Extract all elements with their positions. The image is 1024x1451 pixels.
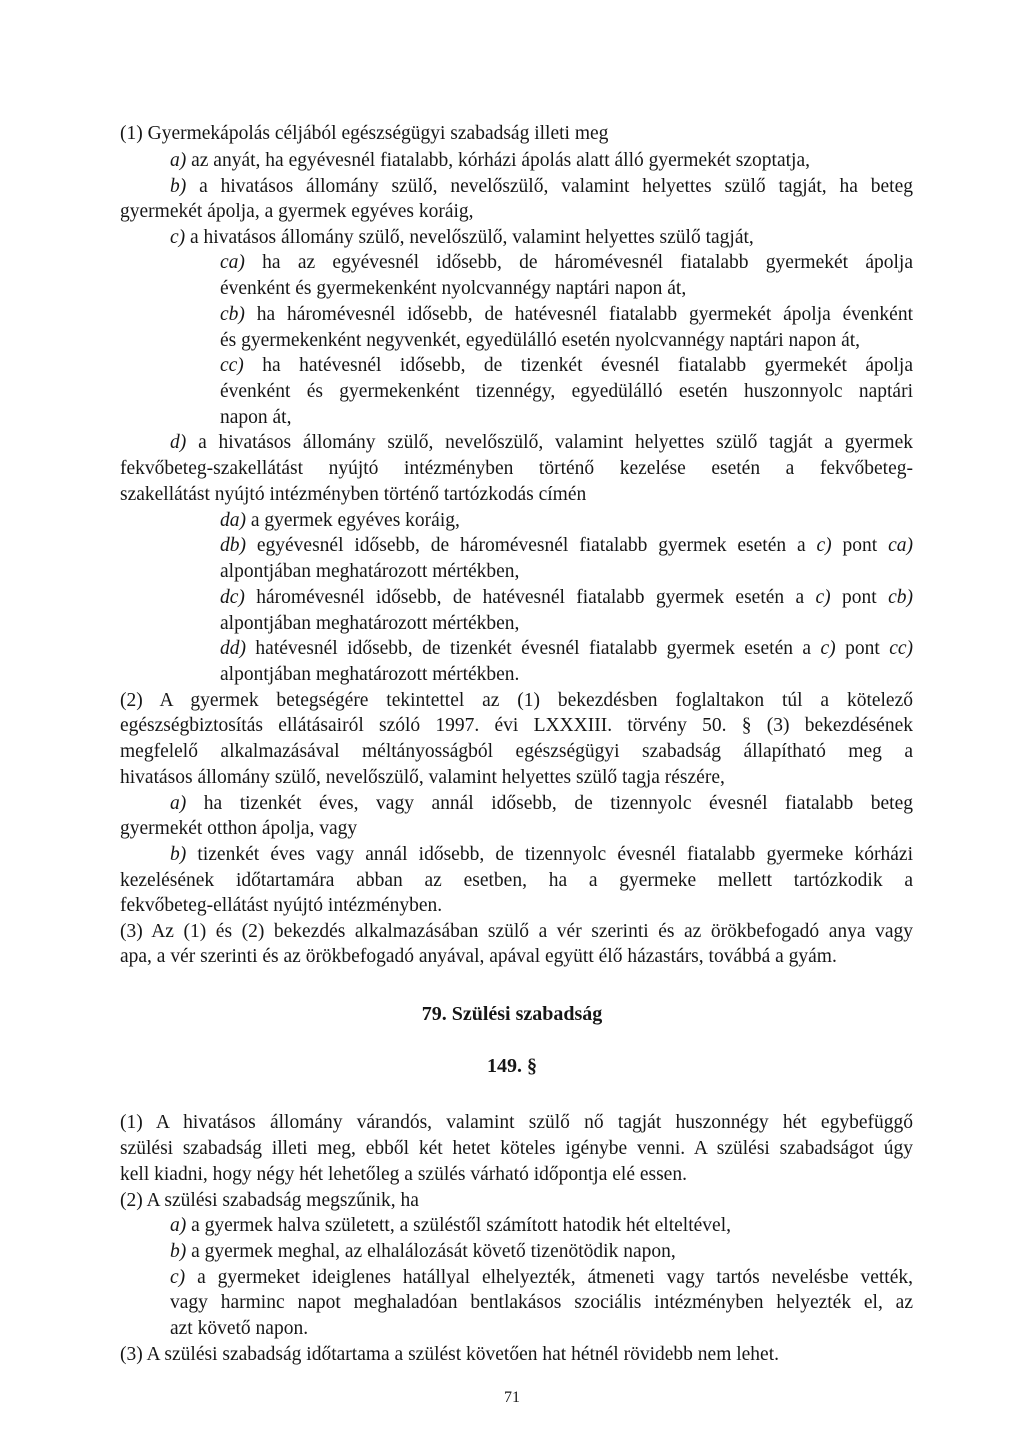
ref-label: c) (815, 587, 831, 608)
item-text: ha az egyévesnél idősebb, de háromévesnél fiatalabb gyermekét ápolja (244, 252, 913, 273)
list-item-da (220, 508, 460, 534)
item-label: cc) (220, 355, 244, 376)
paragraph-line: apa, a vér szerinti és az örökbefogadó anyával, apával együtt élő házastárs, továbbá a gyám. (120, 946, 837, 967)
item-text: a gyermek halva született, a szüléstől számított hatodik hét elteltével, (186, 1215, 731, 1236)
list-item-dd (220, 636, 913, 662)
paragraph-line: (1) A hivatásos állomány várandós, valamint szülő nő tagját huszonnégy hét egybefüggő (120, 1112, 913, 1133)
ref-label: c) (816, 535, 832, 556)
item-text: pont (830, 587, 889, 608)
list-item-a (170, 791, 913, 817)
item-text: a hivatásos állomány szülő, nevelőszülő, valamint helyettes szülő tagját a gyermek (186, 432, 913, 453)
paragraph-line: (3) Az (1) és (2) bekezdés alkalmazásában szülő a vér szerinti és az örökbefogadó anya vagy (120, 921, 913, 942)
item-label: db) (220, 535, 246, 556)
ref-label: c) (820, 638, 836, 659)
paragraph-line: (2) A gyermek betegségére tekintettel az (1) bekezdésben foglaltakon túl a kötelező (120, 690, 913, 711)
section-number: 149. § (487, 1055, 537, 1077)
paragraph-line: alpontjában meghatározott mértékben, (220, 613, 520, 634)
paragraph-line: alpontjában meghatározott mértékben, (220, 561, 520, 582)
paragraph-line: fekvőbeteg-szakellátást nyújtó intézményben történő kezelése esetén a fekvőbeteg- (120, 458, 913, 479)
item-text: háromévesnél idősebb, de hatévesnél fiatalabb gyermek esetén a (244, 587, 816, 608)
item-text: a gyermeket ideiglenes hatállyal elhelyezték, átmeneti vagy tartós nevelésbe vették, (185, 1267, 913, 1288)
item-text: egyévesnél idősebb, de háromévesnél fiatalabb gyermek esetén a (246, 535, 817, 556)
item-text: a hivatásos állomány szülő, nevelőszülő, valamint helyettes szülő tagját, (185, 227, 754, 248)
item-label: a) (170, 793, 187, 814)
item-text: ha hatévesnél idősebb, de tizenkét évesnél fiatalabb gyermekét ápolja (243, 355, 913, 376)
paragraph-line: szakellátást nyújtó intézményben történő tartózkodás címén (120, 484, 587, 505)
list-item-a (170, 1213, 731, 1239)
list-item-ca (220, 250, 913, 276)
item-label: dd) (220, 638, 246, 659)
paragraph-line: megfelelő alkalmazásával méltányosságból egészségügyi szabadság állapítható meg a (120, 741, 913, 762)
list-item-d (170, 430, 913, 456)
ref-label: cc) (889, 638, 913, 659)
item-label: a) (170, 1215, 187, 1236)
list-item-c (170, 225, 754, 251)
list-item-b (170, 842, 913, 868)
item-text: ha háromévesnél idősebb, de hatévesnél fiatalabb gyermekét ápolja évenként (244, 304, 913, 325)
item-text: a hivatásos állomány szülő, nevelőszülő, valamint helyettes szülő tagját, ha beteg (186, 176, 913, 197)
paragraph-line: (3) A szülési szabadság időtartama a szülést követően hat hétnél rövidebb nem lehet. (120, 1344, 780, 1365)
paragraph-line: gyermekét otthon ápolja, vagy (120, 818, 358, 839)
item-text: pont (835, 638, 890, 659)
item-text: hatévesnél idősebb, de tizenkét évesnél fiatalabb gyermek esetén a (246, 638, 821, 659)
paragraph-line: és gyermekenként negyvenkét, egyedülálló esetén nyolcvannégy naptári napon át, (220, 330, 861, 351)
list-item-cc (220, 353, 913, 379)
list-item-b (170, 174, 913, 200)
paragraph-line: évenként és gyermekenként nyolcvannégy naptári napon át, (220, 278, 687, 299)
item-label: b) (170, 844, 187, 865)
paragraph-line: szülési szabadság illeti meg, ebből két hetet köteles igénybe venni. A szülési szabadságot úgy (120, 1138, 913, 1159)
list-item-a (170, 148, 810, 174)
paragraph-line: fekvőbeteg-ellátást nyújtó intézményben. (120, 895, 443, 916)
paragraph-line: vagy harminc napot meghaladóan bentlakásos szociális intézményben helyezték el, az (170, 1292, 913, 1313)
ref-label: cb) (888, 587, 913, 608)
item-text: pont (831, 535, 889, 556)
paragraph-line: (1) Gyermekápolás céljából egészségügyi szabadság illeti meg (120, 123, 609, 144)
ref-label: ca) (888, 535, 913, 556)
paragraph-line: azt követő napon. (170, 1318, 309, 1339)
section-title: 79. Szülési szabadság (421, 1003, 603, 1025)
list-item-c (170, 1265, 913, 1291)
list-item-db (220, 533, 913, 559)
item-label: b) (170, 1241, 187, 1262)
paragraph-line: hivatásos állomány szülő, nevelőszülő, valamint helyettes szülő tagja részére, (120, 767, 725, 788)
list-item-cb (220, 302, 913, 328)
item-label: cb) (220, 304, 245, 325)
item-text: a gyermek egyéves koráig, (246, 510, 460, 531)
paragraph-line: kezelésének időtartamára abban az esetben, ha a gyermeke mellett tartózkodik a (120, 870, 913, 891)
paragraph-line: (2) A szülési szabadság megszűnik, ha (120, 1190, 419, 1211)
item-text: ha tizenkét éves, vagy annál idősebb, de tizennyolc évesnél fiatalabb beteg (186, 793, 913, 814)
item-label: ca) (220, 252, 245, 273)
item-label: c) (170, 227, 186, 248)
item-text: az anyát, ha egyévesnél fiatalabb, kórházi ápolás alatt álló gyermekét szoptatja, (186, 150, 810, 171)
list-item-b (170, 1239, 676, 1265)
item-label: a) (170, 150, 187, 171)
paragraph-line: egészségbiztosítás ellátásairól szóló 1997. évi LXXXIII. törvény 50. § (3) bekezdésének (120, 715, 913, 736)
paragraph-line: napon át, (220, 407, 292, 428)
paragraph-line: alpontjában meghatározott mértékben. (220, 664, 520, 685)
page-number: 71 (504, 1389, 520, 1406)
paragraph-line: kell kiadni, hogy négy hét lehetőleg a szülés várható időpontja elé essen. (120, 1164, 687, 1185)
item-label: c) (170, 1267, 186, 1288)
item-label: b) (170, 176, 187, 197)
paragraph-line: évenként és gyermekenként tizennégy, egyedülálló esetén huszonnyolc naptári (220, 381, 913, 402)
item-text: tizenkét éves vagy annál idősebb, de tizennyolc évesnél fiatalabb gyermeke kórházi (186, 844, 913, 865)
item-label: da) (220, 510, 246, 531)
item-label: dc) (220, 587, 245, 608)
item-text: a gyermek meghal, az elhalálozását követő tizenötödik napon, (186, 1241, 676, 1262)
paragraph-line: gyermekét ápolja, a gyermek egyéves koráig, (120, 201, 474, 222)
list-item-dc (220, 585, 913, 611)
item-label: d) (170, 432, 187, 453)
